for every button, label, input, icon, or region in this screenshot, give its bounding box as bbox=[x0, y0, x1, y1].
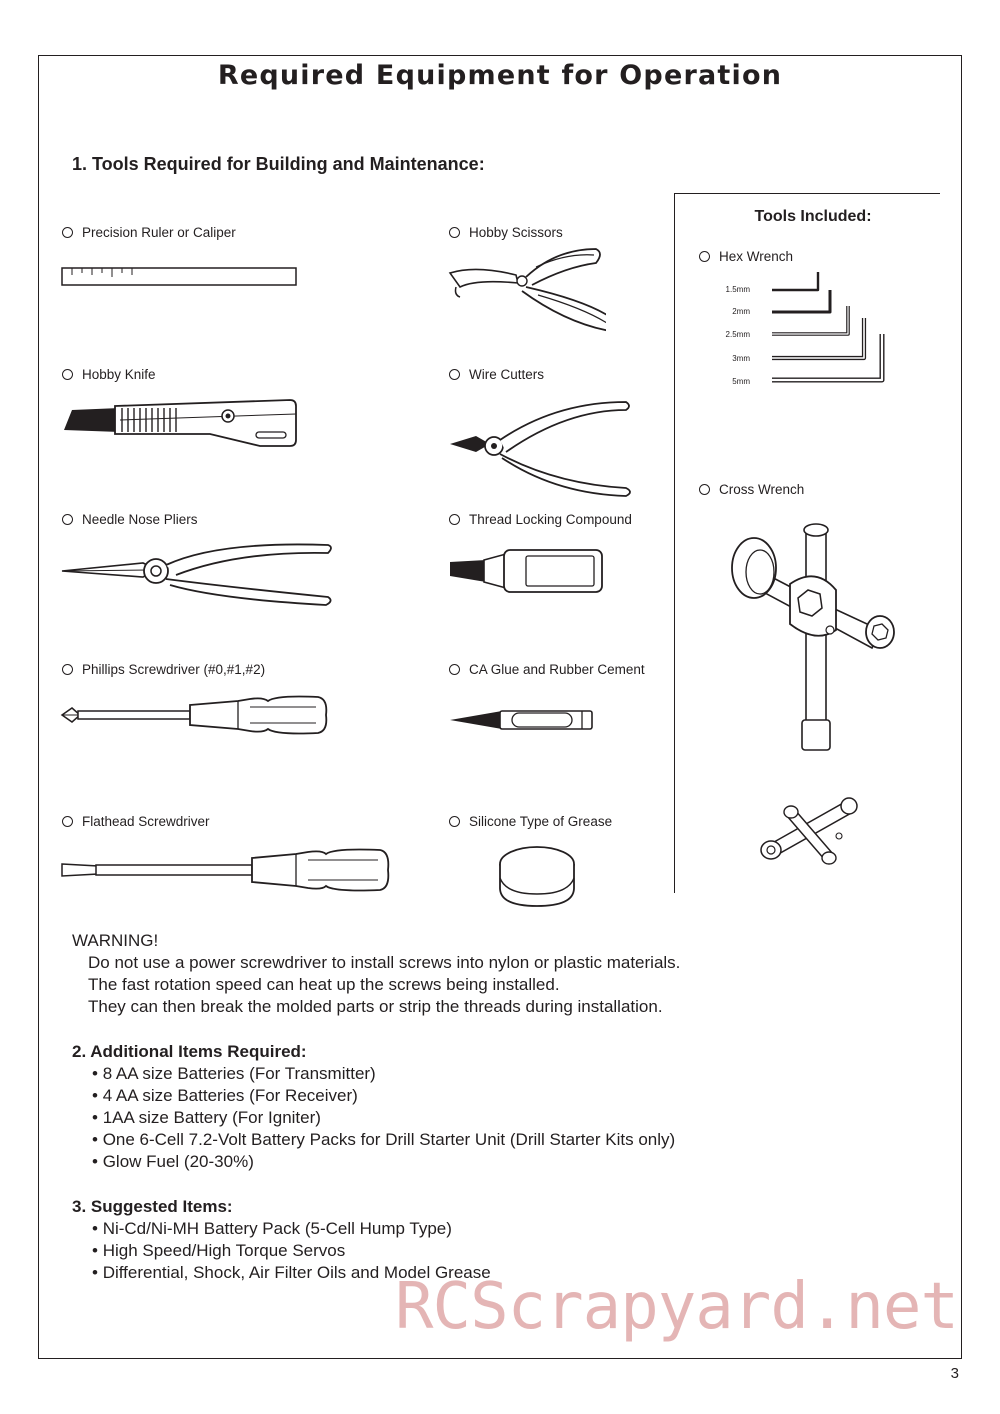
tool-thread-locking bbox=[449, 512, 632, 527]
hex-size-label: 5mm bbox=[732, 377, 750, 386]
warning-title: WARNING! bbox=[72, 931, 159, 950]
thread-lock-bottle-icon bbox=[446, 548, 611, 594]
section2-heading: 2. Additional Items Required: bbox=[72, 1042, 307, 1061]
checkbox-circle-icon bbox=[699, 251, 710, 262]
list-item: • Differential, Shock, Air Filter Oils and Model Grease bbox=[92, 1263, 491, 1282]
checkbox-circle-icon bbox=[449, 514, 460, 525]
tool-hobby-knife bbox=[62, 367, 156, 382]
tool-label: Thread Locking Compound bbox=[469, 512, 632, 527]
checkbox-circle-icon bbox=[62, 664, 73, 675]
tool-label: Hobby Knife bbox=[82, 367, 156, 382]
scissors-icon bbox=[446, 243, 606, 335]
included-hex-wrench bbox=[699, 249, 793, 264]
page-title: Required Equipment for Operation bbox=[217, 60, 783, 91]
tool-ca-glue bbox=[449, 662, 645, 677]
warning-line: The fast rotation speed can heat up the screws being installed. bbox=[88, 975, 560, 994]
section3-heading: 3. Suggested Items: bbox=[72, 1197, 233, 1216]
list-item: • One 6-Cell 7.2-Volt Battery Packs for Drill Starter Unit (Drill Starter Kits only) bbox=[92, 1130, 676, 1149]
list-item: • High Speed/High Torque Servos bbox=[92, 1241, 346, 1260]
glue-tube-icon bbox=[446, 707, 596, 733]
hex-size-label: 1.5mm bbox=[725, 285, 750, 294]
tool-label: Silicone Type of Grease bbox=[469, 814, 613, 829]
tool-precision-ruler bbox=[62, 225, 236, 240]
tool-wire-cutters bbox=[449, 367, 544, 382]
warning-line: Do not use a power screwdriver to install screws into nylon or plastic materials. bbox=[88, 953, 681, 972]
warning-line: They can then break the molded parts or strip the threads during installation. bbox=[88, 997, 663, 1016]
additional-items-block bbox=[72, 1041, 675, 1173]
grease-tin-icon bbox=[496, 842, 580, 910]
tool-needle-nose-pliers bbox=[62, 512, 198, 527]
tool-label: Wire Cutters bbox=[469, 367, 545, 382]
hex-size-label: 2.5mm bbox=[725, 330, 750, 339]
needle-nose-pliers-icon bbox=[58, 535, 338, 607]
list-item: • 8 AA size Batteries (For Transmitter) bbox=[92, 1064, 376, 1083]
tool-label: Flathead Screwdriver bbox=[82, 814, 210, 829]
tool-hobby-scissors bbox=[449, 225, 563, 240]
watermark: RCScrapyard.net bbox=[395, 1270, 958, 1344]
tools-included-title: Tools Included: bbox=[754, 208, 872, 225]
tool-phillips-screwdriver bbox=[62, 662, 265, 677]
tool-label: CA Glue and Rubber Cement bbox=[469, 662, 645, 677]
tool-label: Precision Ruler or Caliper bbox=[82, 225, 236, 240]
included-cross-wrench bbox=[699, 482, 804, 497]
tool-label: Cross Wrench bbox=[719, 482, 805, 497]
tool-label: Phillips Screwdriver (#0,#1,#2) bbox=[82, 662, 266, 677]
tool-label: Hex Wrench bbox=[719, 249, 794, 264]
checkbox-circle-icon bbox=[449, 369, 460, 380]
tool-flathead-screwdriver bbox=[62, 814, 210, 829]
checkbox-circle-icon bbox=[62, 227, 73, 238]
cross-wrench-icon bbox=[728, 520, 903, 760]
section1-heading: 1. Tools Required for Building and Maintenance: bbox=[72, 154, 485, 174]
list-item: • 1AA size Battery (For Igniter) bbox=[92, 1108, 321, 1127]
checkbox-circle-icon bbox=[62, 514, 73, 525]
phillips-screwdriver-icon bbox=[58, 693, 333, 739]
tool-label: Hobby Scissors bbox=[469, 225, 563, 240]
checkbox-circle-icon bbox=[449, 227, 460, 238]
hex-size-label: 3mm bbox=[732, 354, 750, 363]
checkbox-circle-icon bbox=[449, 664, 460, 675]
list-item: • Ni-Cd/Ni-MH Battery Pack (5-Cell Hump Type) bbox=[92, 1219, 452, 1238]
checkbox-circle-icon bbox=[62, 816, 73, 827]
checkbox-circle-icon bbox=[62, 369, 73, 380]
list-item: • 4 AA size Batteries (For Receiver) bbox=[92, 1086, 358, 1105]
tool-label: Needle Nose Pliers bbox=[82, 512, 198, 527]
checkbox-circle-icon bbox=[699, 484, 710, 495]
checkbox-circle-icon bbox=[449, 816, 460, 827]
hex-size-label: 2mm bbox=[732, 307, 750, 316]
small-cross-wrench-icon bbox=[755, 790, 865, 865]
hobby-knife-icon bbox=[60, 396, 300, 450]
page-number: 3 bbox=[950, 1365, 959, 1382]
flathead-screwdriver-icon bbox=[58, 846, 398, 894]
list-item: • Glow Fuel (20-30%) bbox=[92, 1152, 254, 1171]
ruler-icon bbox=[60, 266, 300, 288]
hex-wrench-set-icon bbox=[768, 268, 893, 388]
warning-block bbox=[72, 930, 680, 1018]
tool-silicone-grease bbox=[449, 814, 612, 829]
wire-cutters-icon bbox=[446, 398, 636, 498]
